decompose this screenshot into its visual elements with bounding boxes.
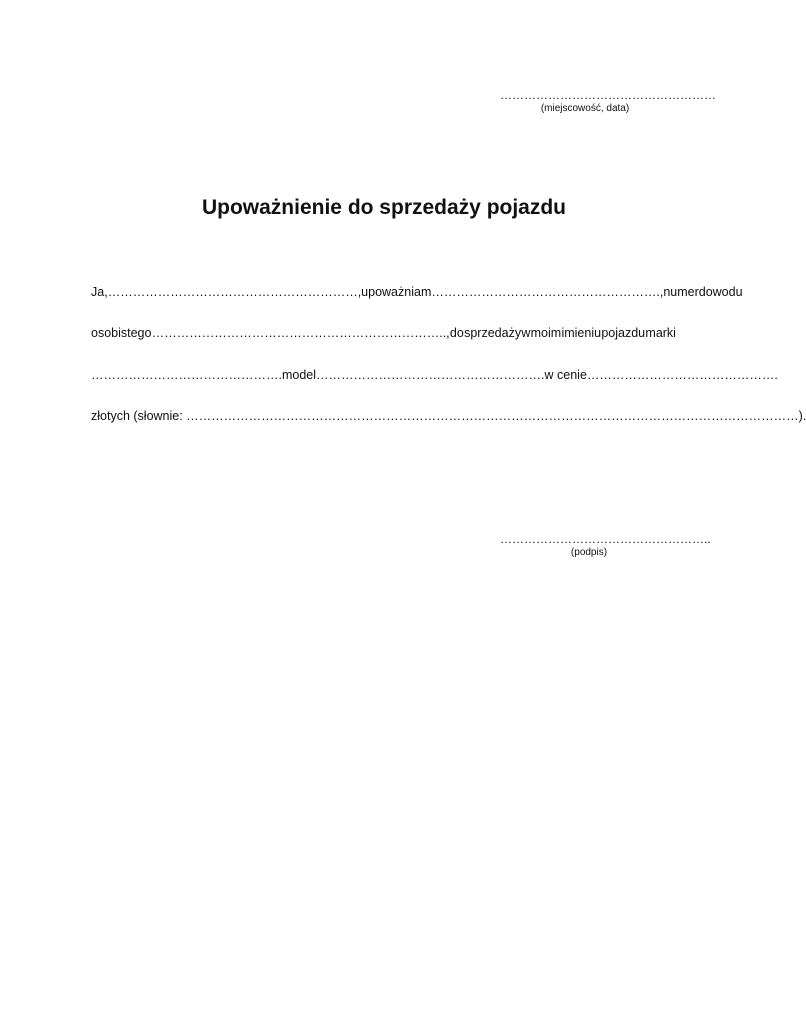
place-date-caption: (miejscowość, data): [540, 103, 630, 114]
word: moim: [530, 326, 562, 340]
word: w: [521, 326, 531, 340]
word: do: [449, 326, 464, 340]
id-number-blank: ……………………………………………………………..,: [151, 326, 450, 340]
document-title: Upoważnienie do sprzedaży pojazdu: [201, 196, 567, 219]
word: marki: [645, 326, 676, 340]
word: sprzedaży: [464, 326, 522, 340]
price-blank: ……………………………………….: [586, 368, 778, 382]
body-line-3: [91, 367, 778, 383]
place-date-field: [500, 88, 716, 115]
word: Ja,: [91, 285, 108, 299]
model-blank: ……………………………………………….: [316, 368, 545, 382]
word: model: [281, 368, 317, 382]
word: pojazdu: [601, 326, 646, 340]
body-line-2: [91, 325, 676, 341]
body-line-4: [91, 408, 806, 424]
place-date-dots: ………………………………………………: [500, 88, 716, 102]
name-blank: ……………………………………………………,: [107, 285, 362, 299]
signature-caption: (podpis): [570, 547, 608, 558]
signature-dots: ……………………………………………..: [500, 532, 711, 546]
proxy-name-blank: ……………………………………………….,: [431, 285, 664, 299]
word: osobistego: [91, 326, 152, 340]
make-blank: ……………………………………….: [91, 368, 282, 382]
word: numer: [663, 285, 699, 299]
signature-field: [500, 532, 711, 559]
body-line-1: [91, 284, 743, 300]
word: dowodu: [698, 285, 743, 299]
word: imieniu: [561, 326, 602, 340]
price-in-words: złotych (słownie: …………………………………………………………………………………………………………………………………).: [91, 409, 806, 423]
word: w cenie: [544, 368, 587, 382]
word: upoważniam: [361, 285, 432, 299]
